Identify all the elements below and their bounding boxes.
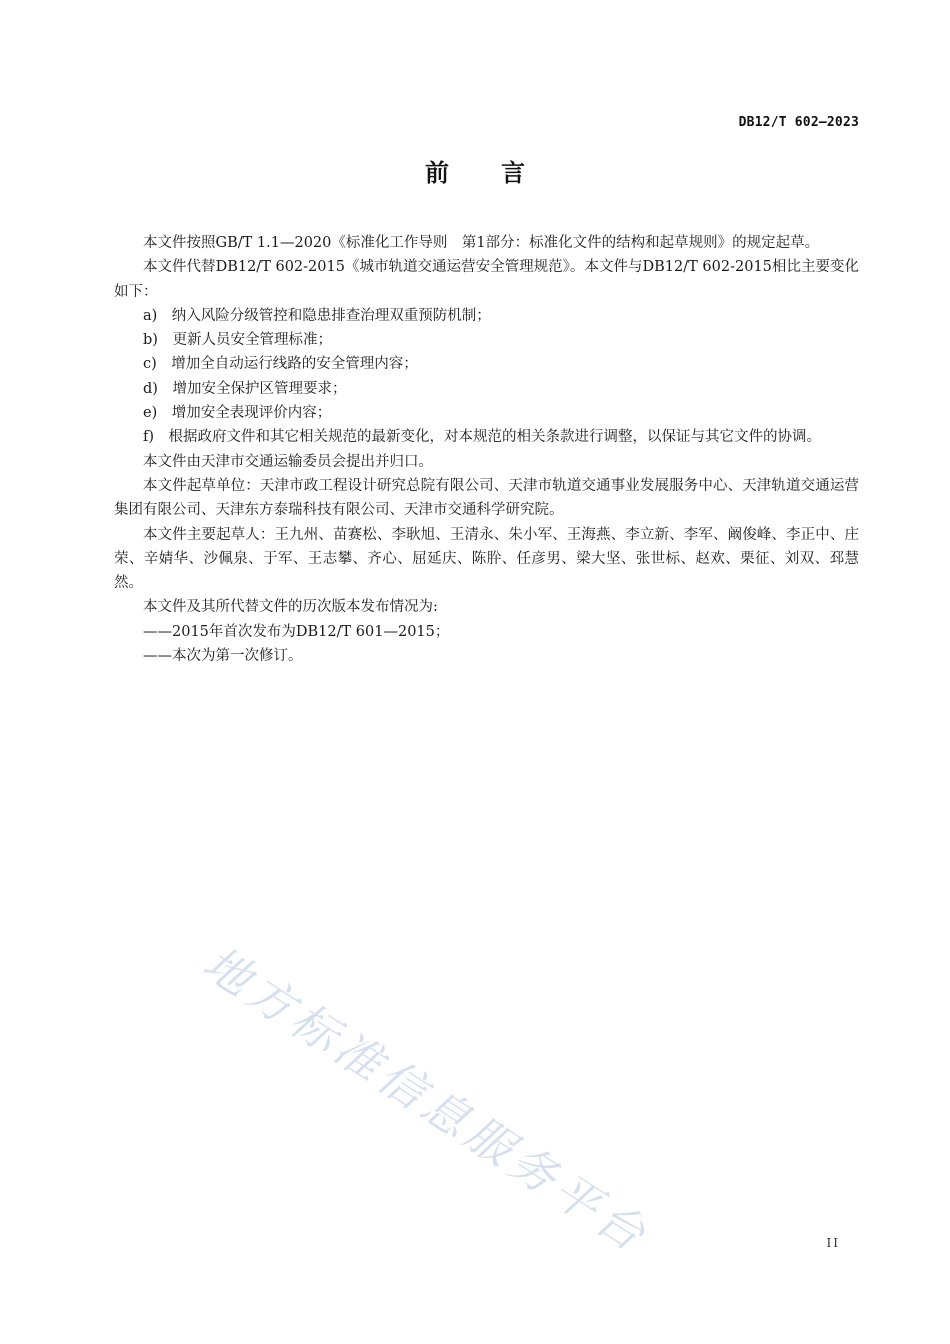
history-item-first: ——2015年首次发布为DB12/T 601—2015； — [143, 623, 450, 640]
list-item-b: b) 更新人员安全管理标准； — [143, 332, 332, 349]
paragraph-proposer: 本文件由天津市交通运输委员会提出并归口。 — [143, 453, 433, 470]
paragraph-replacement: 本文件代替DB12/T 602-2015《城市轨道交通运营安全管理规范》。本文件与DB12/T 602-2015相比主要变化如下： — [114, 259, 859, 300]
list-item-f: f) 根据政府文件和其它相关规范的最新变化，对本规范的相关条款进行调整，以保证与其它文件的协调。 — [143, 429, 822, 446]
paragraph-drafting-units: 本文件起草单位：天津市政工程设计研究总院有限公司、天津市轨道交通事业发展服务中心、天津轨道交通运营集团有限公司、天津东方泰瑞科技有限公司、天津市交通科学研究院。 — [114, 477, 859, 519]
history-item-revision: ——本次为第一次修订。 — [143, 648, 303, 665]
paragraph-drafters: 本文件主要起草人：王九州、苗赛松、李耿旭、王清永、朱小军、王海燕、李立新、李军、阚俊峰、李正中、庄荣、辛婧华、沙佩泉、于军、王志攀、齐心、屈延庆、陈肸、任彦男、梁大坚、张世标、赵欢、栗征、刘双、邳慧然。 — [114, 526, 859, 592]
document-code: DB12/T 602—2023 — [738, 115, 859, 130]
list-item-c: c) 增加全自动运行线路的安全管理内容； — [143, 356, 418, 373]
list-item-d: d) 增加安全保护区管理要求； — [143, 380, 347, 397]
foreword-body — [114, 231, 859, 668]
page-title: 前言 — [425, 159, 577, 187]
list-item-a: a) 纳入风险分级管控和隐患排查治理双重预防机制； — [143, 307, 491, 324]
list-item-e: e) 增加安全表现评价内容； — [143, 405, 332, 422]
paragraph-drafting-basis: 本文件按照GB/T 1.1—2020《标准化工作导则 第1部分：标准化文件的结构和起草规则》的规定起草。 — [143, 235, 820, 251]
paragraph-history-intro: 本文件及其所代替文件的历次版本发布情况为: — [143, 599, 438, 616]
page-number: II — [826, 1236, 840, 1250]
watermark: 地方标准信息服务平台 — [193, 935, 660, 1265]
